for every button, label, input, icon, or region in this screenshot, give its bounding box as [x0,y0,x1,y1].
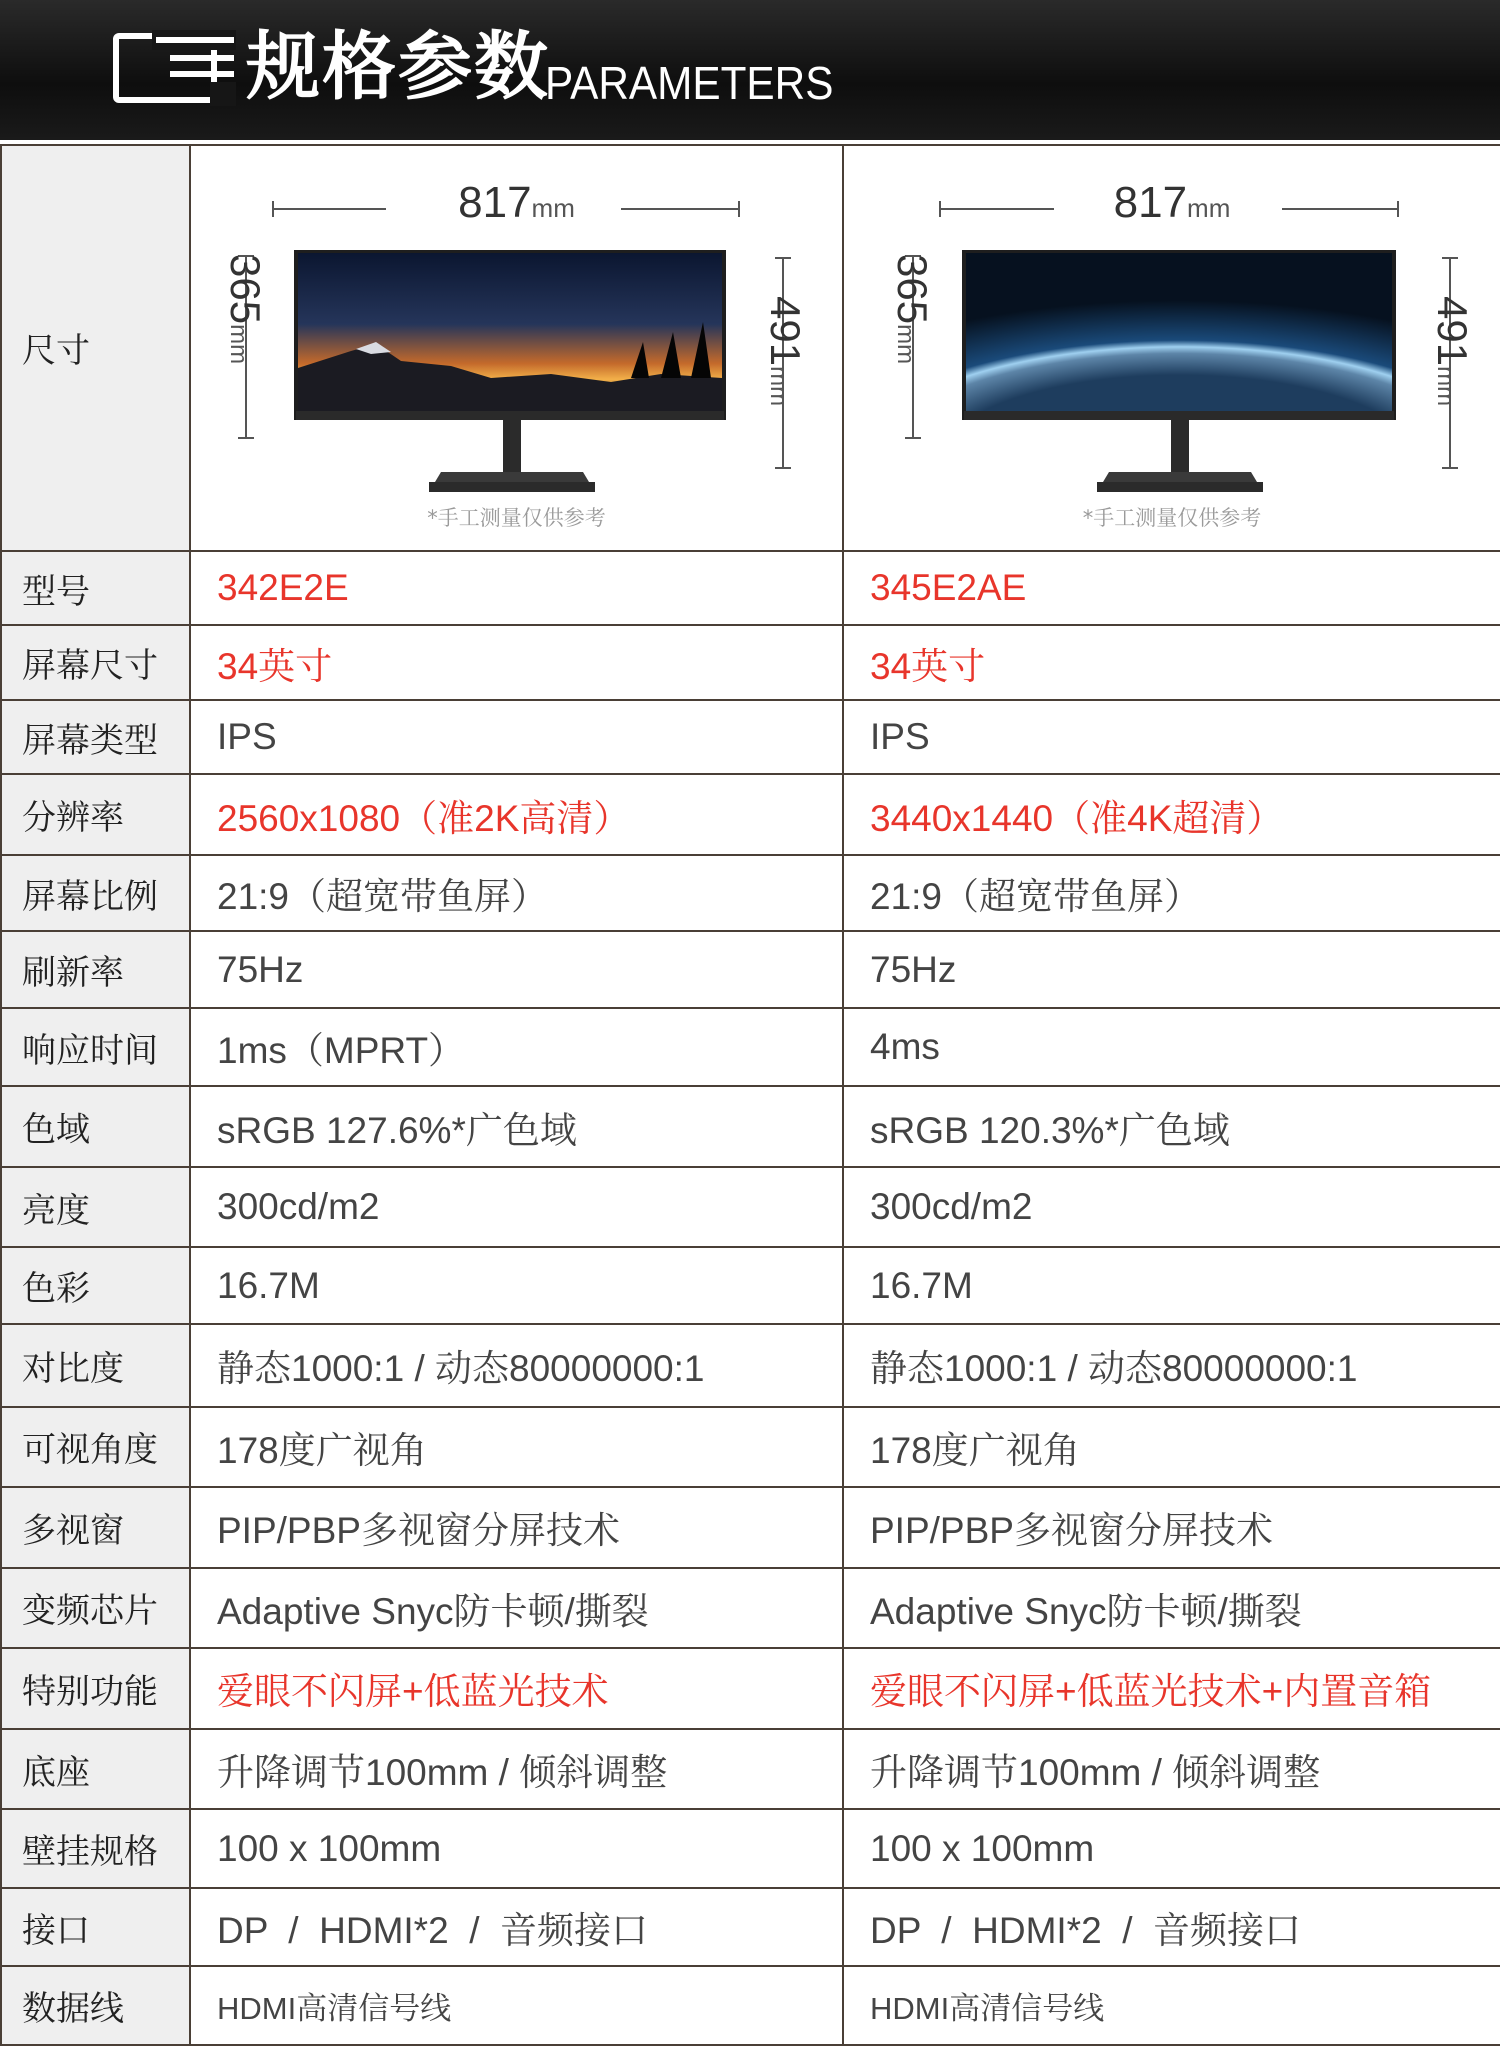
table-row [1,1809,1500,1888]
row-value-left: 178度广视角 [190,1407,843,1488]
table-row [1,855,1500,932]
row-label: 接口 [1,1888,190,1967]
row-label: 响应时间 [1,1008,190,1087]
table-row [1,700,1500,775]
table-row [1,1487,1500,1568]
page-subtitle: PARAMETERS [545,57,834,109]
row-value-right: HDMI高清信号线 [843,1966,1500,2045]
row-label: 变频芯片 [1,1568,190,1649]
row-value-left: IPS [190,700,843,775]
row-value-right: 3440x1440（准4K超清） [843,774,1500,855]
row-value-right: IPS [843,700,1500,775]
row-value-right: sRGB 120.3%*广色域 [843,1086,1500,1167]
row-value-left: 1ms（MPRT） [190,1008,843,1087]
table-row [1,1729,1500,1810]
row-label: 数据线 [1,1966,190,2045]
table-row [1,1324,1500,1407]
row-value-left: Adaptive Snyc防卡顿/撕裂 [190,1568,843,1649]
page-header [0,0,1500,140]
row-label: 可视角度 [1,1407,190,1488]
row-value-left: 34英寸 [190,625,843,700]
row-value-right: 34英寸 [843,625,1500,700]
panel-height-dimension: 365mm [889,254,936,365]
row-value-right: 爱眼不闪屏+低蓝光技术+内置音箱 [843,1648,1500,1729]
table-row [1,1407,1500,1488]
row-value-right: DP / HDMI*2 / 音频接口 [843,1888,1500,1967]
row-value-left: sRGB 127.6%*广色域 [190,1086,843,1167]
row-value-left: 342E2E [190,551,843,626]
row-value-left: HDMI高清信号线 [190,1966,843,2045]
row-label: 多视窗 [1,1487,190,1568]
row-value-left: 100 x 100mm [190,1809,843,1888]
row-label: 分辨率 [1,774,190,855]
panel-height-dimension: 365mm [222,254,269,365]
row-value-right: 75Hz [843,931,1500,1008]
row-label: 型号 [1,551,190,626]
width-dimension: 817mm [1113,178,1231,227]
row-label: 屏幕尺寸 [1,625,190,700]
row-value-left: 静态1000:1 / 动态80000000:1 [190,1324,843,1407]
row-value-right: 345E2AE [843,551,1500,626]
row-value-left: 75Hz [190,931,843,1008]
table-row [1,1966,1500,2045]
table-row [1,1568,1500,1649]
table-row [1,774,1500,855]
row-value-left: 升降调节100mm / 倾斜调整 [190,1729,843,1810]
dimension-diagram-right [843,145,1500,551]
row-value-left: 爱眼不闪屏+低蓝光技术 [190,1648,843,1729]
table-row [1,1648,1500,1729]
row-value-left: 16.7M [190,1247,843,1324]
table-row [1,625,1500,700]
spec-table [0,144,1500,2046]
page-title: 规格参数 [246,24,550,110]
table-row [1,1167,1500,1248]
width-dimension: 817mm [458,178,575,227]
row-label: 刷新率 [1,931,190,1008]
row-value-right: 静态1000:1 / 动态80000000:1 [843,1324,1500,1407]
row-value-right: 4ms [843,1008,1500,1087]
row-value-left: DP / HDMI*2 / 音频接口 [190,1888,843,1967]
dimension-diagram-left [190,145,843,551]
row-value-left: 21:9（超宽带鱼屏） [190,855,843,932]
measurement-note: *手工测量仅供参考 [427,505,606,530]
row-label: 特别功能 [1,1648,190,1729]
table-row [1,1086,1500,1167]
total-height-dimension: 491mm [1429,296,1476,407]
row-label: 对比度 [1,1324,190,1407]
row-label: 色域 [1,1086,190,1167]
row-label: 壁挂规格 [1,1809,190,1888]
row-label: 屏幕比例 [1,855,190,932]
row-value-right: PIP/PBP多视窗分屏技术 [843,1487,1500,1568]
row-value-right: 21:9（超宽带鱼屏） [843,855,1500,932]
row-value-left: 2560x1080（准2K高清） [190,774,843,855]
row-value-left: 300cd/m2 [190,1167,843,1248]
row-value-left: PIP/PBP多视窗分屏技术 [190,1487,843,1568]
table-row [1,931,1500,1008]
row-value-right: 16.7M [843,1247,1500,1324]
measurement-note: *手工测量仅供参考 [1082,505,1262,530]
row-value-right: 300cd/m2 [843,1167,1500,1248]
table-row [1,551,1500,626]
row-label: 色彩 [1,1247,190,1324]
row-label: 尺寸 [1,145,190,551]
row-value-right: 升降调节100mm / 倾斜调整 [843,1729,1500,1810]
monitor-list-icon [112,30,236,106]
row-label: 亮度 [1,1167,190,1248]
table-row [1,1888,1500,1967]
table-row [1,1008,1500,1087]
row-value-right: Adaptive Snyc防卡顿/撕裂 [843,1568,1500,1649]
row-value-right: 178度广视角 [843,1407,1500,1488]
row-value-right: 100 x 100mm [843,1809,1500,1888]
table-row [1,1247,1500,1324]
table-row-size [1,145,1500,551]
row-label: 屏幕类型 [1,700,190,775]
row-label: 底座 [1,1729,190,1810]
total-height-dimension: 491mm [762,296,809,407]
